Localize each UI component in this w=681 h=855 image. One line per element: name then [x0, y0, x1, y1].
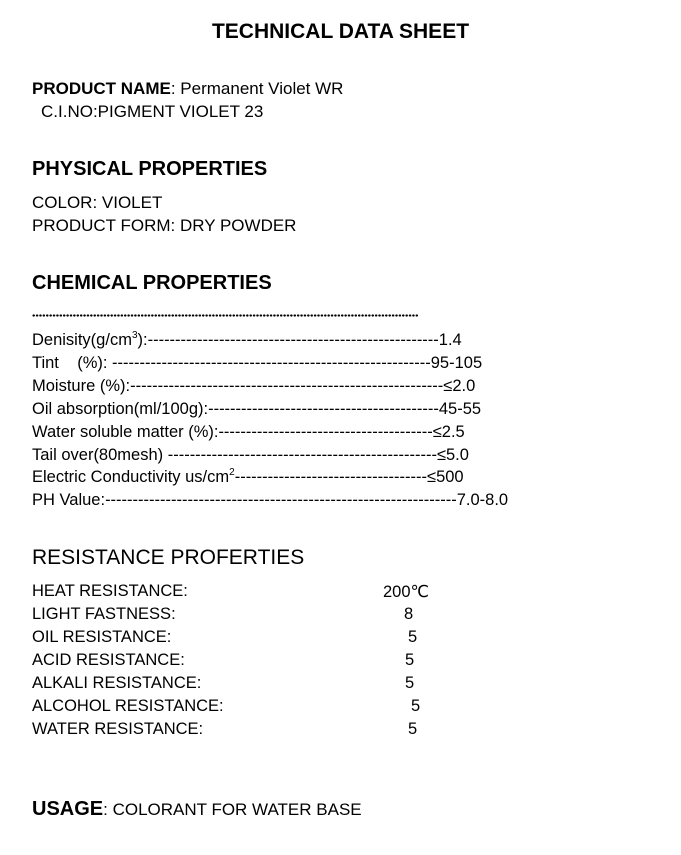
resistance-label: ALKALI RESISTANCE:	[32, 674, 202, 692]
superscript: 2	[229, 466, 235, 478]
chemical-property-row	[32, 331, 462, 350]
chemical-property-value: -----------------------------------≤500	[234, 468, 464, 487]
resistance-value: 5	[411, 697, 421, 715]
resistance-value: 5	[408, 720, 418, 738]
superscript: 3	[131, 329, 138, 341]
chemical-property-row	[32, 423, 465, 442]
product-form-line: PRODUCT FORM: DRY POWDER	[32, 216, 297, 235]
chemical-property-text: PH Value:----------------------------------------------------------------7.0-8.0	[32, 491, 509, 510]
chemical-property-row	[32, 354, 482, 373]
resistance-label: LIGHT FASTNESS:	[32, 605, 176, 623]
chemical-property-text: Water soluble matter (%):---------------------------------------≤2.5	[32, 422, 465, 441]
resistance-value: 200℃	[383, 583, 430, 601]
chemical-property-row	[32, 468, 464, 487]
resistance-properties-heading: RESISTANCE PROFERTIES	[32, 546, 305, 569]
usage-label: USAGE	[32, 798, 104, 820]
chemical-property-text: Oil absorption(ml/100g):------------------------------------------45-55	[32, 399, 482, 418]
resistance-value: 8	[404, 605, 414, 623]
chemical-property-row	[32, 400, 481, 419]
resistance-value: 5	[405, 651, 415, 669]
resistance-label: HEAT RESISTANCE:	[32, 582, 188, 600]
resistance-label: ALCOHOL RESISTANCE:	[32, 697, 224, 715]
resistance-label: ACID RESISTANCE:	[32, 651, 185, 669]
chemical-property-value: ):-----------------------------------------------------1.4	[137, 331, 462, 349]
chemical-property-text: Tail over(80mesh) -------------------------------------------------≤5.0	[32, 445, 469, 464]
resistance-label: OIL RESISTANCE:	[32, 628, 172, 646]
chemical-properties-heading: CHEMICAL PROPERTIES	[32, 272, 272, 294]
product-name-label: PRODUCT NAME	[32, 79, 171, 98]
resistance-value: 5	[405, 674, 415, 692]
chemical-property-text: Electric Conductivity us/cm	[32, 468, 230, 487]
usage-value: : COLORANT FOR WATER BASE	[103, 800, 362, 819]
chemical-property-text: Moisture (%):---------------------------------------------------------≤2.0	[32, 376, 476, 395]
chemical-property-row	[32, 377, 475, 396]
product-name-value: Permanent Violet WR	[180, 79, 344, 98]
document-title: TECHNICAL DATA SHEET	[211, 20, 470, 43]
color-line: COLOR: VIOLET	[32, 193, 163, 212]
chemical-property-text: Tint (%): ----------------------------------------------------------95-105	[32, 353, 483, 372]
ci-number: C.I.NO:PIGMENT VIOLET 23	[41, 102, 264, 121]
dotted-divider	[32, 314, 418, 317]
product-name-line	[32, 79, 343, 99]
chemical-property-row	[32, 491, 508, 510]
physical-properties-heading: PHYSICAL PROPERTIES	[32, 158, 268, 180]
chemical-property-row	[32, 446, 469, 465]
product-name-separator: :	[170, 79, 181, 98]
usage-line	[32, 798, 362, 821]
resistance-label: WATER RESISTANCE:	[32, 720, 204, 738]
resistance-value: 5	[408, 628, 418, 646]
chemical-property-text: Denisity(g/cm	[32, 331, 132, 349]
